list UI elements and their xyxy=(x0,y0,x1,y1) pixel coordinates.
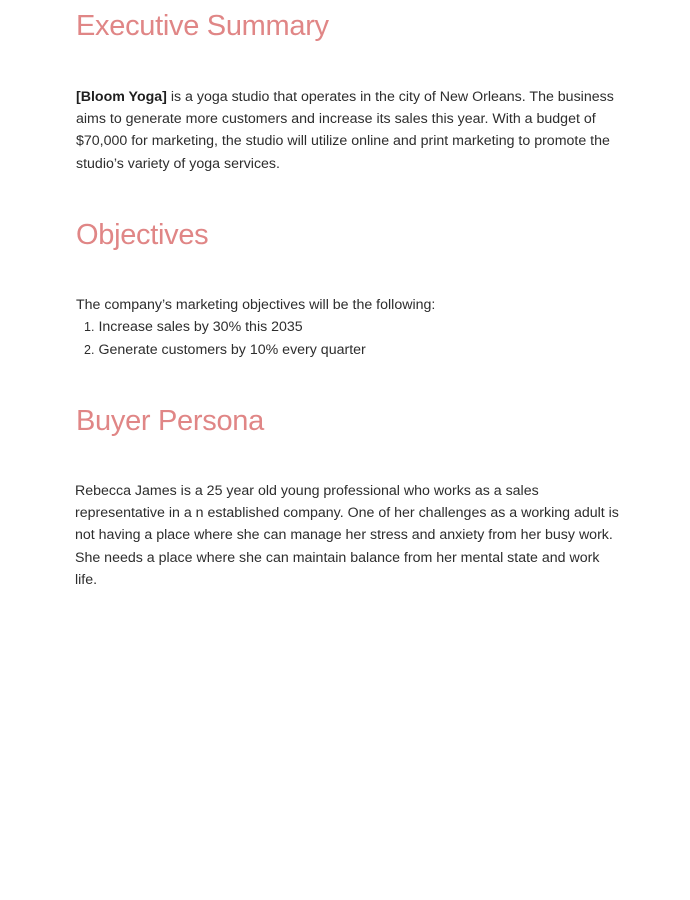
list-item-number: 2. xyxy=(84,342,95,357)
buyer-persona-heading: Buyer Persona xyxy=(76,405,264,437)
objectives-section-heading-wrap xyxy=(76,218,621,252)
list-item-text: Increase sales by 30% this 2035 xyxy=(98,319,303,336)
executive-summary-heading: Executive Summary xyxy=(76,10,329,42)
objectives-body-wrap xyxy=(76,294,621,361)
buyer-persona-body-wrap xyxy=(75,480,620,591)
executive-summary-body-wrap xyxy=(76,86,621,175)
list-item xyxy=(76,339,621,361)
executive-summary-paragraph xyxy=(76,86,621,175)
buyer-persona-paragraph: Rebecca James is a 25 year old young professional who works as a sales representative in a n established company. One of her challenges as a working adult is not having a place where she can manage her stress and anxiety from her busy work. She needs a place where she can maintain balance from her mental state and work life. xyxy=(75,483,619,588)
objectives-intro: The company’s marketing objectives will be the following: xyxy=(76,297,436,313)
objectives-heading: Objectives xyxy=(76,219,209,251)
objectives-list xyxy=(76,316,621,361)
executive-summary-section-heading-wrap xyxy=(76,9,621,43)
list-item-number: 1. xyxy=(84,320,95,335)
executive-summary-text: is a yoga studio that operates in the city of New Orleans. The business aims to generate more customers and increase its sales this year. With a budget of $70,000 for marketing, the studio will utilize online and print marketing to promote the studio’s variety of yoga services. xyxy=(76,89,614,172)
list-item-text: Generate customers by 10% every quarter xyxy=(98,341,366,358)
buyer-persona-section-heading-wrap xyxy=(76,404,621,438)
list-item xyxy=(76,316,621,338)
company-name: [Bloom Yoga] xyxy=(76,89,167,105)
